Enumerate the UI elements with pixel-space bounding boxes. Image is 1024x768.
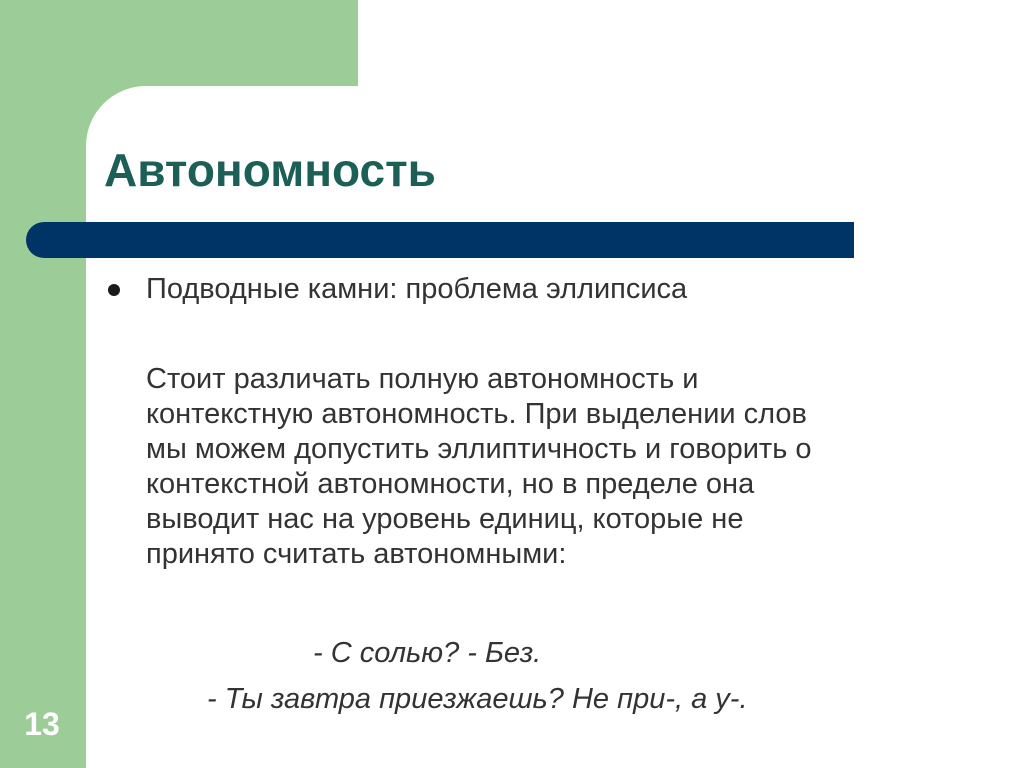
example-dialogue-2: - Ты завтра приезжаешь? Не при-, а у-. (207, 683, 748, 715)
paragraph-line: контекстной автономности, но в пределе она (146, 468, 755, 500)
paragraph-line: Стоит различать полную автономность и (146, 363, 699, 395)
slide-title: Автономность (104, 144, 436, 196)
paragraph-line: выводит нас на уровень единиц, которые не (146, 503, 744, 535)
paragraph-line: мы можем допустить эллиптичность и говорить о (146, 433, 812, 465)
bullet-dot (108, 284, 120, 296)
title-underline-bar (26, 222, 854, 258)
paragraph-line: принято считать автономными: (146, 538, 567, 570)
paragraph-line: контекстную автономность. При выделении слов (146, 398, 807, 430)
body-paragraph (146, 362, 946, 572)
bullet-text: Подводные камни: проблема эллипсиса (146, 273, 688, 305)
slide-number: 13 (24, 706, 60, 742)
example-dialogue-1: - С солью? - Без. (313, 637, 542, 669)
